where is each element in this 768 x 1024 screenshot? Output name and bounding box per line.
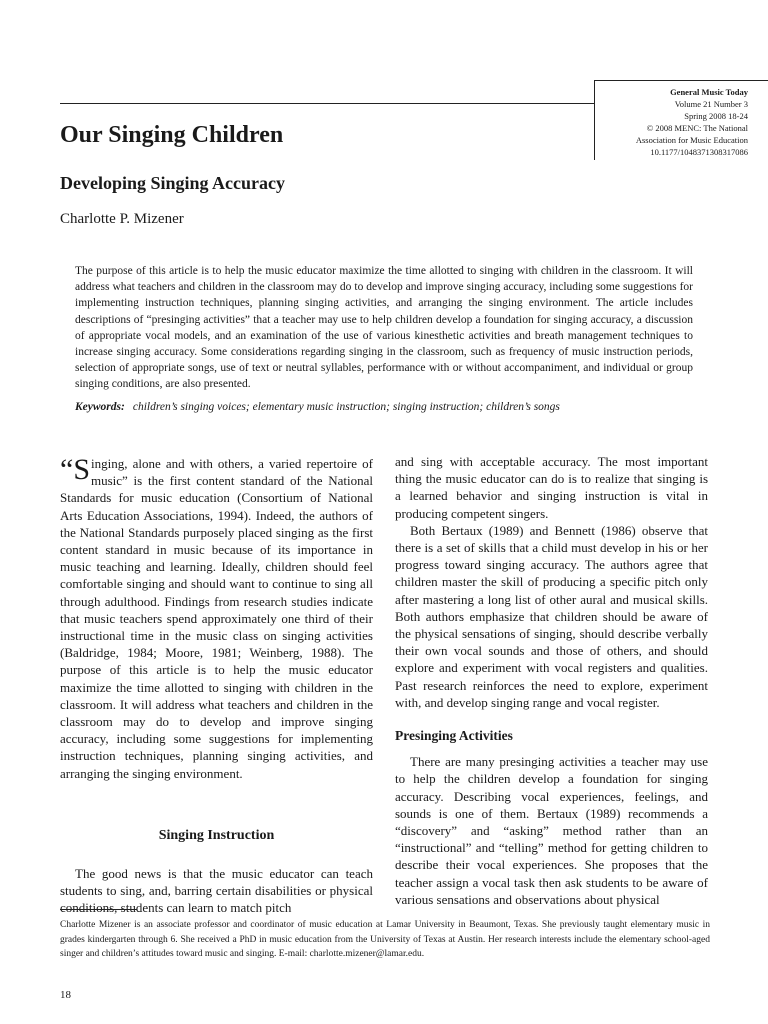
abstract: The purpose of this article is to help the music educator maximize the time allotted to singing with children in the classroom. It will address what teachers and children in the classroom may do to develop and improve singing accuracy, including some suggestions for implementing instruction techniques, planning singing activities, and arranging the singing environment. The article includes descriptions of “presinging activities” that a teacher may use to help children develop a foundation for singing accuracy, a discussion of appropriate vocal models, and an examination of the use of various kinesthetic activities and breath management techniques to increase singing accuracy. Some considerations regarding singing in the classroom, such as frequency of music instruction periods, selection of appropriate songs, use of text or neutral syllables, performance with or without accompaniment, and individual or group singing conditions, are also presented. [75,265,693,391]
right-paragraph-1: and sing with acceptable accuracy. The most important thing the music educator can do is to realize that singing is a learned behavior and singing instruction is vital in producing competent singers. [395,454,708,521]
section-heading-presinging-activities: Presinging Activities [395,728,513,744]
right-paragraph-2: Both Bertaux (1989) and Bennett (1986) observe that there is a set of skills that a child must develop in his or her progress toward singing accuracy. The authors agree that children master the skill of producing a specific pitch only after mastering a long list of other aural and musical skills. Both authors emphasize that children should be aware of the physical sensations of singing, should describe verbally their own vocal sounds and those of others, and should explore and experiment with vocal registers and qualities. Past research reinforces the need to explore, experiment with, and develop singing range and vocal register. [395,522,708,710]
article-subtitle: Developing Singing Accuracy [60,173,286,193]
author-footnote: Charlotte Mizener is an associate professor and coordinator of music education at Lamar University in Beaumont, Texas. She previously taught elementary music in grades kindergarten through 6. She received a PhD in music education from the University of Texas at Austin. Her research interests include the elementary school-aged singer and children’s attitudes toward music and singing. E-mail: charlotte.mizener@lamar.edu. [60,920,710,959]
keywords [75,401,560,413]
journal-name: General Music Today [670,87,748,97]
header-rule [60,103,594,104]
section2-paragraph: There are many presinging activities a teacher may use to help the children develop a foundation for singing accuracy. Describing vocal experiences, feelings, and sounds is one of them. Bertaux (1989) recommends a “discovery” and “asking” method rather than an “instructional” and “telling” method for getting children to describe their vocal experiences. She proposes that the teacher assign a vocal task then ask students to be aware of various sensations and observations about physical [395,754,708,907]
journal-issue: Spring 2008 18-24 [684,111,748,121]
body-column-right [395,453,708,908]
body-column-left [60,455,373,917]
article-author: Charlotte P. Mizener [60,211,184,227]
journal-association: Association for Music Education [635,135,748,145]
drop-cap: “S [60,453,90,486]
footnote-rule [60,909,137,910]
page-number: 18 [60,989,71,1001]
keywords-text: children’s singing voices; elementary music instruction; singing instruction; children’s songs [132,401,560,413]
section-heading-singing-instruction: Singing Instruction [158,827,275,843]
intro-paragraph [60,455,373,782]
journal-doi: 10.1177/1048371308317086 [650,147,748,157]
section1-paragraph: The good news is that the music educator can teach students to sing, and, barring certain disabilities or physical conditions, students can learn to match pitch [60,866,373,916]
journal-volume: Volume 21 Number 3 [674,99,748,109]
journal-info-box [594,80,768,160]
intro-text: inging, alone and with others, a varied repertoire of music” is the first content standard of the National Standards for music education (Consortium of National Arts Education Associations, 1994). Indeed, the authors of the National Standards purposely placed singing as the first content standard in music because of its importance in music teaching and learning. Ideally, children should feel comfortable singing and should want to continue to sing all through adulthood. Findings from research studies indicate that music teachers spend approximately one third of their instructional time in the music class on singing activities (Baldridge, 1984; Moore, 1981; Weinberg, 1988). The purpose of this article is to help the music educator maximize the time allotted to singing with children in the classroom. It will address what teachers and children in the classroom may do to develop and improve singing accuracy, including some suggestions for implementing instruction techniques, planning singing activities, and arranging the singing environment. [60,456,373,781]
keywords-label: Keywords: [75,401,125,413]
journal-copyright: © 2008 MENC: The National [646,123,748,133]
article-title: Our Singing Children [60,122,284,148]
